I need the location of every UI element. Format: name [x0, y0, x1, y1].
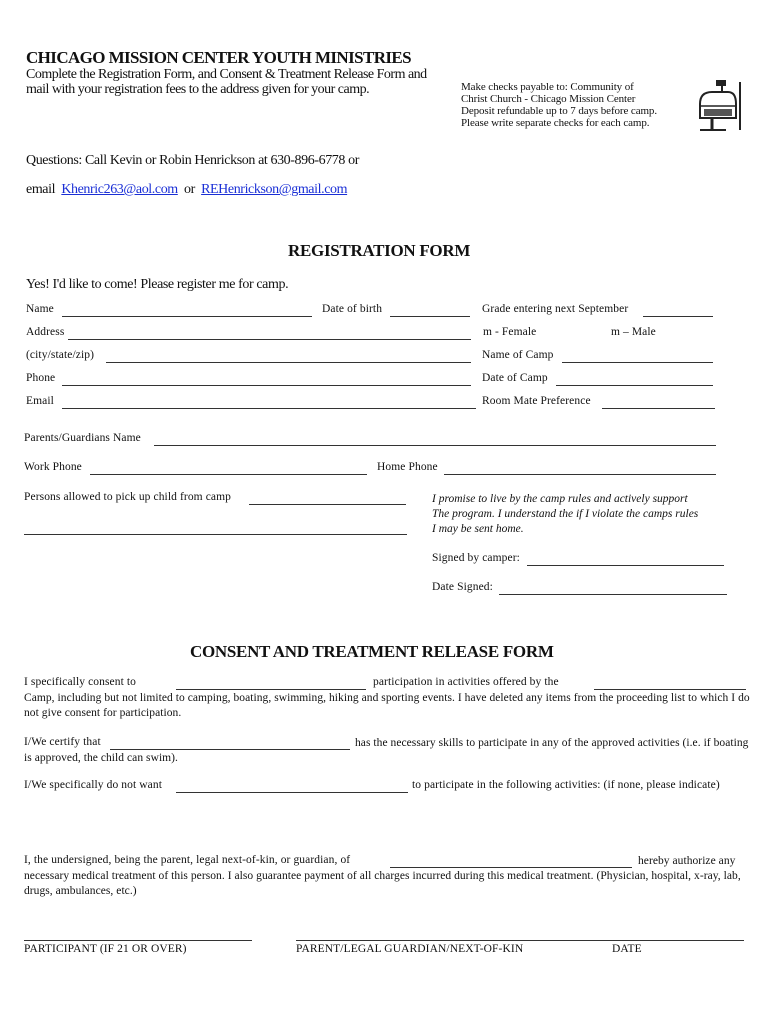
consent-participant-field[interactable]	[176, 679, 366, 690]
phone-label: Phone	[26, 372, 56, 384]
email-link-1[interactable]: Khenric263@aol.com	[61, 182, 178, 197]
dob-field[interactable]	[390, 306, 470, 317]
roommate-label: Room Mate Preference	[482, 395, 591, 407]
checks-line-2: Christ Church - Chicago Mission Center	[461, 93, 636, 105]
female-option[interactable]: m - Female	[483, 326, 537, 338]
consent-p3-b: to participate in the following activities: (if none, please indicate)	[412, 779, 720, 791]
guardian-label: PARENT/LEGAL GUARDIAN/NEXT-OF-KIN	[296, 943, 524, 955]
camp-date-label: Date of Camp	[482, 372, 548, 384]
date-label: DATE	[612, 943, 642, 955]
city-field[interactable]	[106, 352, 471, 363]
date-signed-field[interactable]	[499, 584, 727, 595]
consent-p2-a: I/We certify that	[24, 736, 101, 748]
male-option[interactable]: m – Male	[611, 326, 656, 338]
intro-line-1: Complete the Registration Form, and Consent & Treatment Release Form and	[26, 67, 427, 82]
participant-label: PARTICIPANT (IF 21 OR OVER)	[24, 943, 187, 955]
camp-date-field[interactable]	[556, 375, 713, 386]
city-label: (city/state/zip)	[26, 349, 95, 361]
email-or: or	[184, 182, 195, 197]
do-not-want-field[interactable]	[176, 782, 408, 793]
home-phone-label: Home Phone	[377, 461, 438, 473]
date-signed-label: Date Signed:	[432, 581, 493, 593]
document-title: CHICAGO MISSION CENTER YOUTH MINISTRIES	[26, 48, 411, 67]
name-label: Name	[26, 303, 54, 315]
pledge-line-2: The program. I understand the if I violate the camps rules	[432, 508, 699, 520]
parents-label: Parents/Guardians Name	[24, 432, 141, 444]
consent-heading: CONSENT AND TREATMENT RELEASE FORM	[190, 642, 554, 661]
consent-p1-a: I specifically consent to	[24, 676, 137, 688]
email-line	[26, 182, 347, 198]
work-phone-label: Work Phone	[24, 461, 82, 473]
questions-line: Questions: Call Kevin or Robin Henrickson at 630-896-6778 or	[26, 153, 359, 168]
signed-by-camper-label: Signed by camper:	[432, 552, 520, 564]
consent-p4-a: I, the undersigned, being the parent, legal next-of-kin, or guardian, of	[24, 854, 351, 866]
work-phone-field[interactable]	[90, 464, 367, 475]
checks-line-1: Make checks payable to: Community of	[461, 81, 634, 93]
grade-label: Grade entering next September	[482, 303, 629, 315]
checks-line-4: Please write separate checks for each camp.	[461, 117, 650, 129]
consent-p1-c: Camp, including but not limited to camping, boating, swimming, hiking and sporting events. I have deleted any items from the proceeding list to which I do not give consent for participation.	[24, 692, 750, 719]
camper-signature-field[interactable]	[527, 555, 724, 566]
address-label: Address	[26, 326, 65, 338]
phone-field[interactable]	[62, 375, 471, 386]
camp-name-field[interactable]	[562, 352, 713, 363]
consent-p1-b: participation in activities offered by the	[373, 676, 559, 688]
intro-line-2: mail with your registration fees to the address given for your camp.	[26, 82, 370, 97]
email-label: Email	[26, 395, 54, 407]
pickup-field-1[interactable]	[249, 494, 406, 505]
mailbox-icon	[692, 78, 744, 132]
consent-p2-b: has the necessary skills to participate in any of the approved activities (i.e. if boating is approved, the child can swim).	[24, 737, 749, 764]
roommate-field[interactable]	[602, 398, 715, 409]
pledge-line-3: I may be sent home.	[432, 523, 524, 535]
email-link-2[interactable]: REHenrickson@gmail.com	[201, 182, 348, 197]
pickup-label: Persons allowed to pick up child from camp	[24, 491, 232, 503]
checks-line-3: Deposit refundable up to 7 days before camp.	[461, 105, 657, 117]
dob-label: Date of birth	[322, 303, 383, 315]
parents-field[interactable]	[154, 435, 716, 446]
home-phone-field[interactable]	[444, 464, 716, 475]
consent-p4-b: hereby authorize any necessary medical treatment of this person. I also guarantee payment of all charges incurred during this medical treatment. (Physician, hospital, x-ray, lab, drugs, ambulances, etc.)	[24, 855, 741, 897]
email-prefix: email	[26, 182, 56, 197]
registration-heading: REGISTRATION FORM	[288, 241, 471, 260]
pledge-line-1: I promise to live by the camp rules and actively support	[432, 493, 688, 505]
registration-subheading: Yes! I'd like to come! Please register me for camp.	[26, 277, 289, 292]
address-field[interactable]	[68, 329, 471, 340]
grade-field[interactable]	[643, 306, 713, 317]
pickup-field-2[interactable]	[24, 524, 407, 535]
name-field[interactable]	[62, 306, 312, 317]
camp-name-label: Name of Camp	[482, 349, 554, 361]
participant-signature-line[interactable]	[24, 940, 252, 941]
consent-p3-a: I/We specifically do not want	[24, 779, 163, 791]
consent-organization-field[interactable]	[594, 679, 746, 690]
guardian-signature-line[interactable]	[296, 940, 744, 941]
email-field[interactable]	[62, 398, 476, 409]
